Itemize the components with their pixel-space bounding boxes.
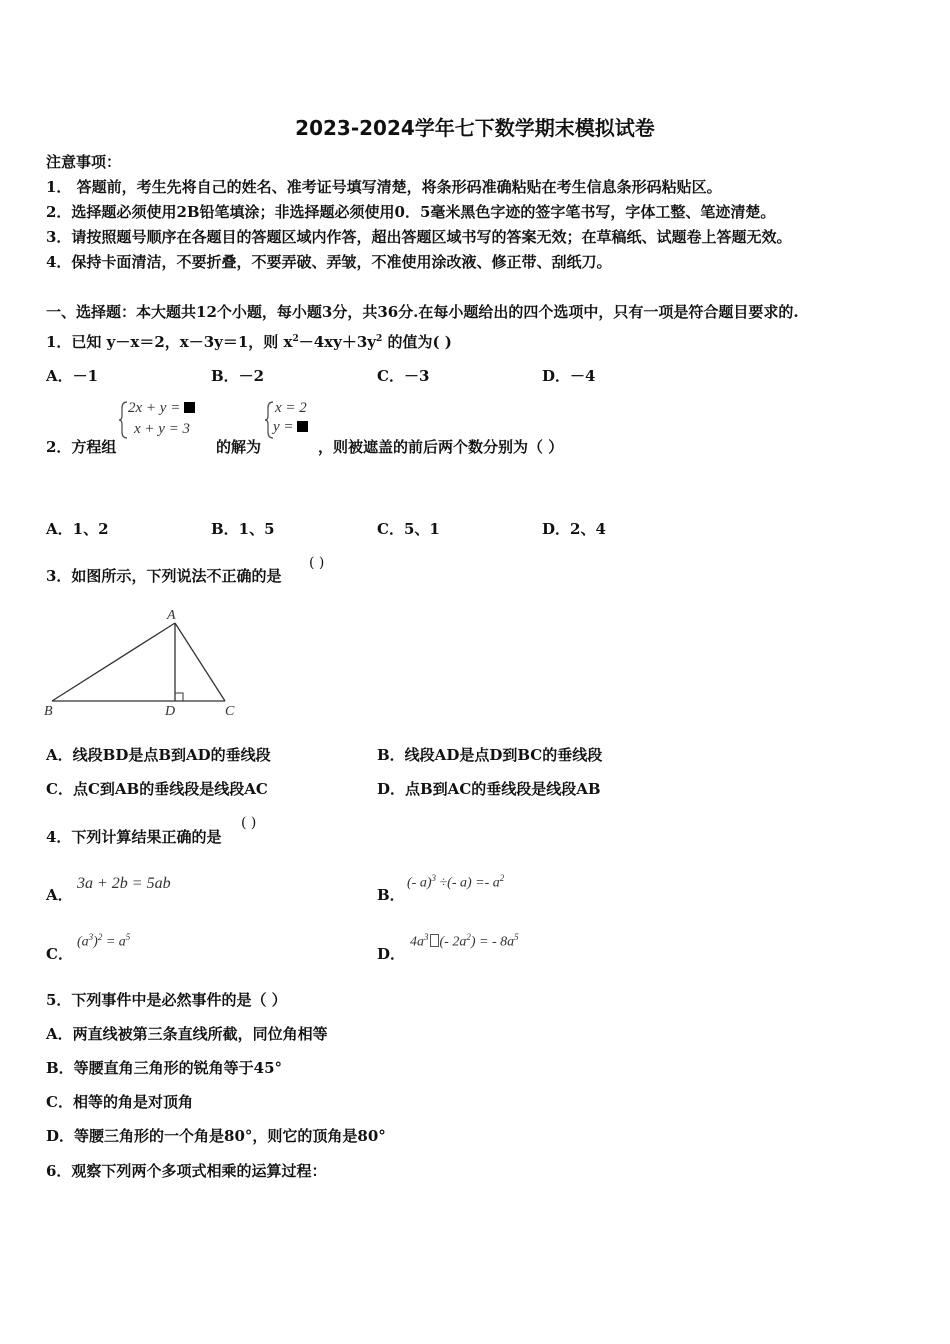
q2-option-d: D．2、4: [542, 520, 606, 538]
notice-item-1: 1． 答题前，考生先将自己的姓名、准考证号填写清楚，将条形码准确粘贴在考生信息条形码粘贴区。: [46, 178, 722, 196]
notice-item-3: 3．请按照题号顺序在各题目的答题区域内作答，超出答题区域书写的答案无效；在草稿纸、试题卷上答题无效。: [46, 228, 792, 246]
page-title: 2023-2024学年七下数学期末模拟试卷: [295, 116, 655, 140]
q1-option-a: A．－1: [46, 367, 99, 385]
question-3-paren: ( ): [309, 555, 325, 571]
segment-ac: [175, 623, 225, 701]
triangle-figure: [40, 605, 240, 720]
q4-option-b-label: B．: [377, 886, 405, 904]
notice-item-2: 2．选择题必须使用2B铅笔填涂；非选择题必须使用0．5毫米黑色字迹的签字笔书写，字体工整、笔迹清楚。: [46, 203, 776, 221]
question-2-label: 2．方程组: [46, 438, 117, 456]
label-a: A: [167, 608, 176, 623]
q2-option-a: A．1、2: [46, 520, 109, 538]
segment-ab: [52, 623, 175, 701]
q2-option-c: C．5、1: [377, 520, 440, 538]
q5-option-b: B．等腰直角三角形的锐角等于45°: [46, 1059, 283, 1077]
q4-option-a-label: A．: [46, 886, 73, 904]
q1-option-d: D．－4: [542, 367, 596, 385]
q4-option-c-label: C．: [46, 945, 73, 963]
question-2-tail: ，则被遮盖的前后两个数分别为（ ）: [318, 438, 564, 456]
notice-heading: 注意事项：: [46, 153, 122, 171]
q3-option-b: B．线段AD是点D到BC的垂线段: [377, 746, 603, 764]
label-d: D: [165, 704, 176, 719]
q5-option-a: A．两直线被第三条直线所截，同位角相等: [46, 1025, 328, 1043]
q3-option-d: D．点B到AC的垂线段是线段AB: [377, 780, 601, 798]
question-1-stem: 1．已知 y－x＝2，x－3y＝1，则 $x^2-4xy+3y^2$ 的值为( ): [46, 333, 452, 351]
q1-option-b: B．－2: [211, 367, 265, 385]
question-2-label-2: 的解为: [216, 438, 262, 456]
question-5-stem: 5．下列事件中是必然事件的是（ ）: [46, 991, 287, 1009]
label-c: C: [225, 704, 235, 719]
masked-number-1: [184, 402, 195, 413]
q4-option-d-expr: $4a^3$ (- $2a^2$) = - $8a^5$: [410, 932, 519, 950]
q5-option-c: C．相等的角是对顶角: [46, 1093, 193, 1111]
question-4-stem: 4．下列计算结果正确的是: [46, 828, 222, 846]
masked-number-2: [297, 421, 308, 432]
system-1-eq-2: x + y = 3: [134, 421, 191, 437]
q5-option-d: D．等腰三角形的一个角是80°，则它的顶角是80°: [46, 1127, 386, 1145]
system-2-eq-2: y =: [273, 419, 308, 436]
q4-option-d-label: D．: [377, 945, 406, 963]
q4-option-a-expr: 3a + 2b = 5ab: [77, 875, 171, 892]
section-heading: 一、选择题：本大题共12个小题，每小题3分，共36分.在每小题给出的四个选项中，只有一项是符合题目要求的.: [46, 303, 799, 321]
q3-option-a: A．线段BD是点B到AD的垂线段: [46, 746, 271, 764]
notice-item-4: 4．保持卡面清洁，不要折叠，不要弄破、弄皱，不准使用涂改液、修正带、刮纸刀。: [46, 253, 612, 271]
right-angle-mark: [175, 693, 183, 701]
q3-option-c: C．点C到AB的垂线段是线段AC: [46, 780, 268, 798]
question-6-stem: 6．观察下列两个多项式相乘的运算过程：: [46, 1162, 327, 1180]
q4-option-b-expr: (- a)$^3$ ÷(- $a) =- a^2$: [407, 873, 505, 891]
question-4-paren: ( ): [241, 815, 257, 831]
system-1-eq-1: 2x + y =: [128, 400, 195, 417]
q2-option-b: B．1、5: [211, 520, 275, 538]
label-b: B: [44, 704, 53, 719]
q4-option-c-expr: $(a^3)^2 = a^5$: [77, 932, 131, 950]
unknown-glyph-box: [430, 934, 439, 947]
system-2-eq-1: x = 2: [275, 400, 307, 416]
question-3-stem: 3．如图所示，下列说法不正确的是: [46, 567, 282, 585]
q1-option-c: C．－3: [377, 367, 430, 385]
